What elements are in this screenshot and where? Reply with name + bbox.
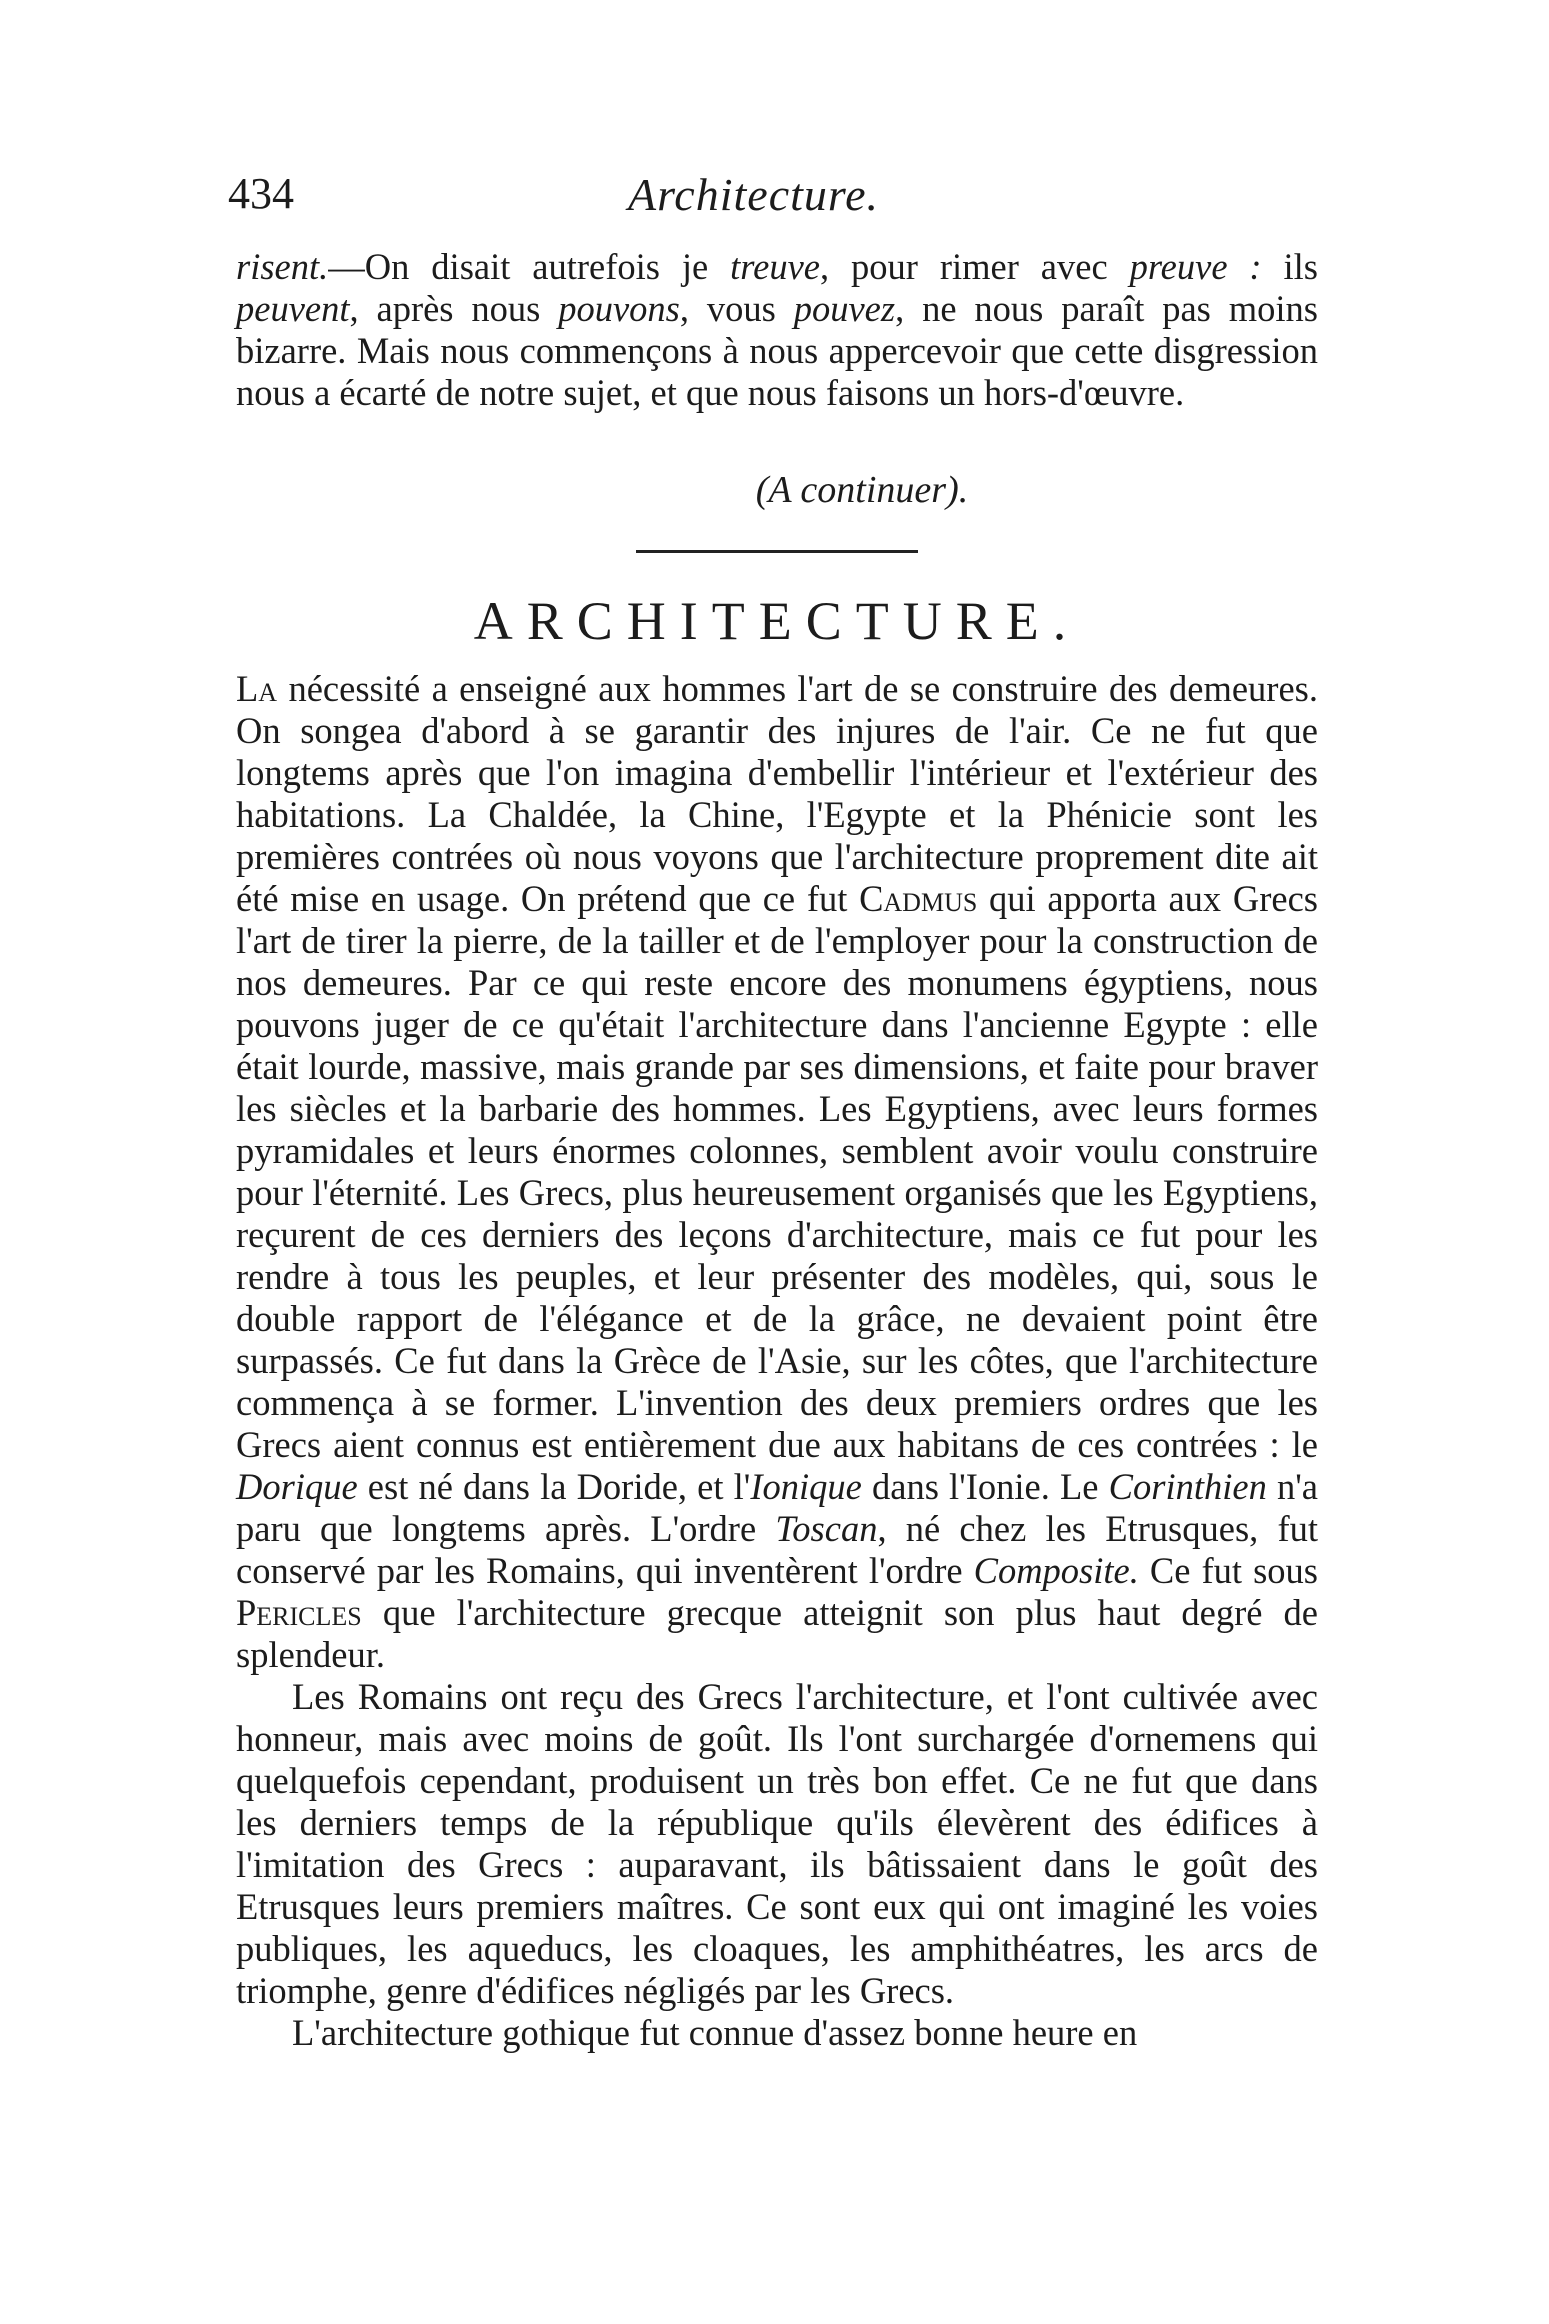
italic-word: treuve (730, 246, 820, 287)
text-run: —On disait autrefois je (328, 246, 731, 287)
italic-word: pouvons (558, 288, 680, 329)
article-body (236, 668, 1318, 2054)
text-run: qui apporta aux Grecs l'art de tirer la pierre, de la tailler et de l'employer pour la construction de nos demeures. Par ce qui reste encore des monumens égyptiens, nous pouvons juger de ce qu'était l'architecture dans l'ancienne Egypte : elle était lourde, massive, mais grande par ses dimensions, et faite pour braver les siècles et la barbarie des hommes. Les Egyptiens, avec leurs formes pyramidales et leurs énormes colonnes, semblent avoir voulu construire pour l'éternité. Les Grecs, plus heureusement organisés que les Egyptiens, reçurent de ces derniers des leçons d'architecture, mais ce fut pour les rendre à tous les peuples, et leur présenter des modèles, qui, sous le double rapport de l'élégance et de la grâce, ne devaient point être surpassés. Ce fut dans la Grèce de l'Asie, sur les côtes, que l'architecture commença à se former. L'invention des deux premiers ordres que les Grecs aient connus est entièrement due aux habitans de ces contrées : le (236, 878, 1318, 1465)
italic-word: Ionique (750, 1466, 862, 1507)
text-run: , après nous (349, 288, 559, 329)
italic-word: Composite. (973, 1550, 1139, 1591)
article-paragraph-2: Les Romains ont reçu des Grecs l'architecture, et l'ont cultivée avec honneur, mais avec moins de goût. Ils l'ont surchargée d'ornemens qui quelquefois cependant, produisent un très bon effet. Ce ne fut que dans les derniers temps de la république qu'ils élevèrent des édifices à l'imitation des Grecs : auparavant, ils bâtissaient dans le goût des Etrusques leurs premiers maîtres. Ce sont eux qui ont imaginé les voies publiques, les aqueducs, les cloaques, les amphithéatres, les arcs de triomphe, genre d'édifices négligés par les Grecs. (236, 1676, 1318, 2011)
article-paragraph-1 (236, 668, 1318, 1676)
small-caps-name: Pericles (236, 1592, 362, 1633)
section-title: ARCHITECTURE. (473, 591, 1081, 651)
italic-word: risent. (236, 246, 329, 287)
text-run: est né dans la Doride, et l' (357, 1466, 751, 1507)
text-run: Ce fut sous (1138, 1550, 1318, 1591)
italic-word: Corinthien (1108, 1466, 1267, 1507)
italic-word: Toscan (775, 1508, 878, 1549)
to-be-continued-text: (A continuer). (755, 469, 969, 511)
to-be-continued (236, 468, 1318, 512)
initial-word: La (236, 668, 278, 709)
text-run: nécessité a enseigné aux hommes l'art de se construire des demeures. On songea d'abord à se garantir des injures de l'air. Ce ne fut que longtems après que l'on imagina d'embellir l'intérieur et l'extérieur des habitations. La Chaldée, la Chine, l'Egypte et la Phénicie sont les premières contrées où nous voyons que l'architecture proprement dite ait été mise en usage. On prétend que ce fut (236, 668, 1318, 919)
continued-text (236, 246, 1318, 414)
running-head (228, 168, 1328, 238)
text-run: , vous (679, 288, 794, 329)
text-run: ils (1261, 246, 1318, 287)
text-run: , ne nous paraît pas moins bizarre. Mais nous commençons à nous appercevoir que cette disgression nous a écarté de notre sujet, et que nous faisons un hors-d'œuvre. (236, 288, 1318, 413)
italic-word: Dorique (236, 1466, 358, 1507)
italic-word: pouvez (793, 288, 896, 329)
section-divider (636, 550, 918, 553)
text-run: n'a paru que longtems après. L'ordre (236, 1466, 1319, 1549)
text-run: , né chez les Etrusques, fut conservé par les Romains, qui inventèrent l'ordre (236, 1508, 1319, 1591)
page-number: 434 (228, 169, 294, 218)
article-paragraph-3: L'architecture gothique fut connue d'assez bonne heure en (292, 2012, 1138, 2053)
small-caps-name: Cadmus (859, 878, 978, 919)
continued-paragraph (236, 246, 1318, 414)
running-title: Architecture. (628, 169, 879, 220)
text-run: dans l'Ionie. Le (861, 1466, 1109, 1507)
italic-word: peuvent (236, 288, 350, 329)
italic-word: preuve : (1129, 246, 1262, 287)
text-run: , pour rimer avec (820, 246, 1130, 287)
text-run: que l'architecture grecque atteignit son plus haut degré de splendeur. (236, 1592, 1318, 1675)
